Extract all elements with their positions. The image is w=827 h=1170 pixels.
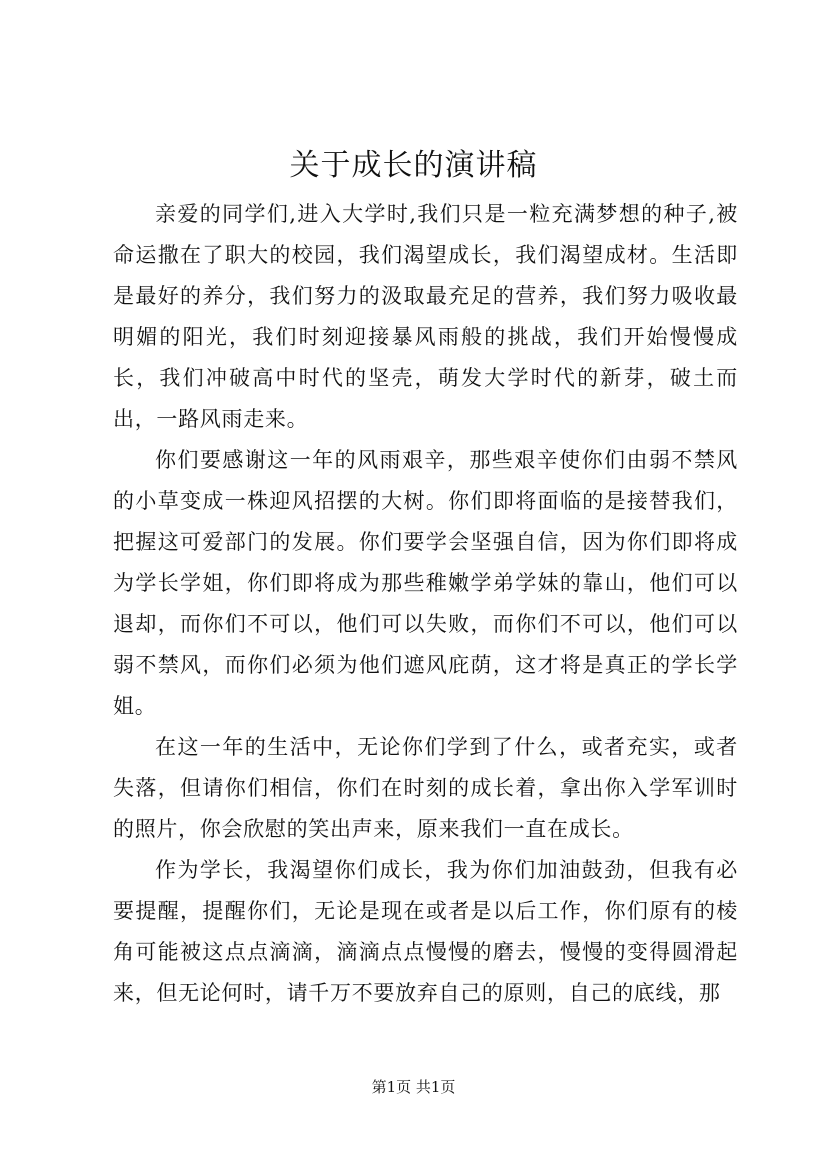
document-title: 关于成长的演讲稿 — [289, 148, 538, 183]
page-number-footer: 第1页 共1页 — [371, 1078, 456, 1096]
paragraph: 作为学长，我渴望你们成长，我为你们加油鼓劲，但我有必要提醒，提醒你们，无论是现在或者是以后工作，你们原有的棱角可能被这点点滴滴，滴滴点点慢慢的磨去，慢慢的变得圆滑起来，但无论何时，请千万不要放弃自己的原则，自己的底线，那 — [113, 858, 738, 1005]
document-body — [113, 194, 738, 1014]
paragraph: 你们要感谢这一年的风雨艰辛，那些艰辛使你们由弱不禁风的小草变成一株迎风招摆的大树。你们即将面临的是接替我们，把握这可爱部门的发展。你们要学会坚强自信，因为你们即将成为学长学姐，你们即将成为那些稚嫩学弟学妹的靠山，他们可以退却，而你们不可以，他们可以失败，而你们不可以，他们可以弱不禁风，而你们必须为他们遮风庇荫，这才将是真正的学长学姐。 — [113, 448, 738, 718]
paragraph: 亲爱的同学们,进入大学时,我们只是一粒充满梦想的种子,被命运撒在了职大的校园，我们渴望成长，我们渴望成材。生活即是最好的养分，我们努力的汲取最充足的营养，我们努力吸收最明媚的阳光，我们时刻迎接暴风雨般的挑战，我们开始慢慢成长，我们冲破高中时代的坚壳，萌发大学时代的新芽，破土而出，一路风雨走来。 — [113, 202, 738, 431]
paragraph: 在这一年的生活中，无论你们学到了什么，或者充实，或者失落，但请你们相信，你们在时刻的成长着，拿出你入学军训时的照片，你会欣慰的笑出声来，原来我们一直在成长。 — [113, 735, 738, 841]
